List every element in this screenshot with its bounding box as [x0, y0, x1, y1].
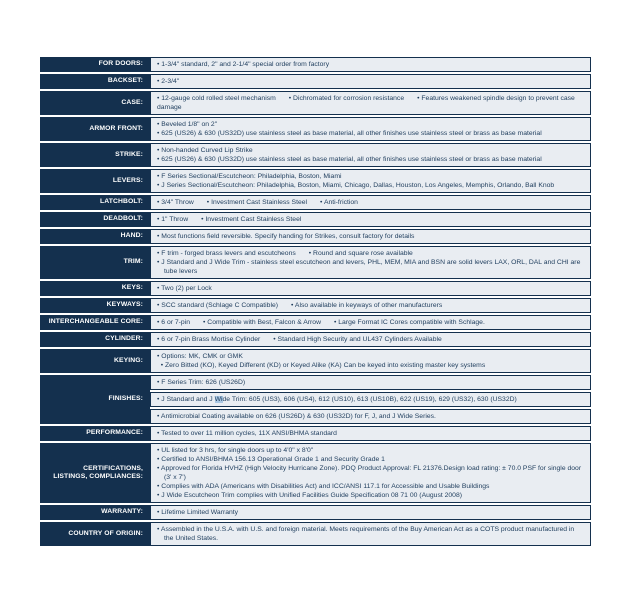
row-value-text: [157, 215, 584, 224]
bullet-item: • J Series Sectional/Escutcheon: Philadelphia, Boston, Miami, Chicago, Dallas, Houston, Los Angeles, Memphis, Orlando, Ball Knob: [157, 182, 555, 189]
row-label: FINISHES:: [40, 375, 150, 424]
row-value-text: [157, 284, 584, 293]
row-value-cell: [150, 74, 591, 89]
value-line: [157, 335, 584, 344]
row-label: CYLINDER:: [40, 332, 150, 347]
bullet-item: • Assembled in the U.S.A. with U.S. and foreign material. Meets requirements of the Buy American Act as a COTS product manufactured in the United States.: [157, 526, 575, 542]
value-line: [157, 412, 584, 421]
value-line: [157, 395, 584, 404]
spec-row: [40, 281, 591, 296]
row-value-column: [150, 212, 591, 227]
bullet-item: • 6 or 7-pin Brass Mortise Cylinder: [157, 336, 261, 343]
spec-row: [40, 522, 591, 546]
value-line: [157, 198, 584, 207]
bullet-item: • Dichromated for corrosion resistance: [288, 95, 405, 102]
spec-row: [40, 443, 591, 503]
bullet-item: • Options: MK, CMK or GMK: [157, 353, 243, 360]
row-label: HAND:: [40, 229, 150, 244]
spec-table: [40, 57, 591, 546]
spec-row: [40, 426, 591, 441]
spec-row: [40, 298, 591, 313]
row-value-column: [150, 426, 591, 441]
spec-row: [40, 349, 591, 373]
value-line: [157, 318, 584, 327]
row-value-text: [157, 446, 584, 500]
spec-row: [40, 375, 591, 424]
row-value-text: [157, 335, 584, 344]
row-value-cell: [150, 392, 591, 407]
value-line: [157, 482, 584, 491]
row-value-column: [150, 443, 591, 503]
spec-row: [40, 229, 591, 244]
value-line: [157, 129, 584, 138]
row-value-column: [150, 505, 591, 520]
row-value-text: [157, 198, 584, 207]
bullet-item: • 625 (US26) & 630 (US32D) use stainless steel as base material, all other finishes use stainless steel or brass as base material: [157, 156, 542, 163]
value-line: [157, 352, 584, 370]
row-label: ARMOR FRONT:: [40, 117, 150, 141]
row-value-column: [150, 246, 591, 279]
value-line: [157, 508, 584, 517]
row-value-text: [157, 60, 584, 69]
bullet-item: • J Standard and J Wide Trim - stainless steel escutcheon and levers, PHL, MEM, MIA and BSN are solid levers LAX, ORL, DAL and CHI are tube levers: [157, 259, 581, 275]
row-value-cell: [150, 195, 591, 210]
row-value-cell: [150, 212, 591, 227]
spec-row: [40, 117, 591, 141]
row-value-cell: [150, 281, 591, 296]
row-value-column: [150, 332, 591, 347]
row-value-cell: [150, 117, 591, 141]
spec-row: [40, 143, 591, 167]
spec-row: [40, 246, 591, 279]
row-value-cell: [150, 169, 591, 193]
row-value-cell: [150, 443, 591, 503]
row-value-text: [157, 508, 584, 517]
row-label: TRIM:: [40, 246, 150, 279]
bullet-item: • J Standard and J Wide Trim: 605 (US3), 606 (US4), 612 (US10), 613 (US10B), 622 (US19), 629 (US32), 630 (US32D): [157, 396, 517, 403]
row-value-cell: [150, 505, 591, 520]
row-value-column: [150, 143, 591, 167]
row-value-cell: [150, 143, 591, 167]
bullet-item: • Complies with ADA (Americans with Disabilities Act) and ICC/ANSI 117.1 for Accessible and Usable Buildings: [157, 483, 490, 490]
row-value-column: [150, 349, 591, 373]
bullet-item: • Round and square rose available: [308, 250, 413, 257]
row-value-column: [150, 281, 591, 296]
row-value-column: [150, 522, 591, 546]
bullet-item: • Zero Bitted (KO), Keyed Different (KD) or Keyed Alike (KA) Can be keyed into existing master key systems: [160, 362, 486, 369]
text-highlight: Wi: [214, 396, 223, 403]
row-value-cell: [150, 315, 591, 330]
spec-row: [40, 91, 591, 115]
row-value-cell: [150, 229, 591, 244]
value-line: [157, 94, 584, 112]
bullet-item: • F Series Sectional/Escutcheon: Philadelphia, Boston, Miami: [157, 173, 342, 180]
spec-row: [40, 332, 591, 347]
value-line: [157, 464, 584, 482]
bullet-item: • Features weakened spindle design to prevent case damage: [157, 95, 575, 111]
row-value-column: [150, 91, 591, 115]
row-value-column: [150, 375, 591, 424]
row-value-cell: [150, 349, 591, 373]
spec-row: [40, 169, 591, 193]
row-label: KEYING:: [40, 349, 150, 373]
value-line: [157, 232, 584, 241]
spec-row: [40, 315, 591, 330]
row-value-cell: [150, 91, 591, 115]
value-line: [157, 446, 584, 455]
value-line: [157, 301, 584, 310]
value-line: [157, 249, 584, 258]
spec-row: [40, 57, 591, 72]
row-value-text: [157, 378, 584, 387]
value-line: [157, 284, 584, 293]
spec-row: [40, 212, 591, 227]
bullet-item: • Tested to over 11 million cycles, 11X ANSI/BHMA standard: [157, 430, 337, 437]
value-line: [157, 77, 584, 86]
row-label: CERTIFICATIONS, LISTINGS, COMPLIANCES:: [40, 443, 150, 503]
row-label: KEYS:: [40, 281, 150, 296]
bullet-item: • Also available in keyways of other manufacturers: [291, 302, 443, 309]
row-value-text: [157, 301, 584, 310]
value-line: [157, 525, 584, 543]
bullet-item: • Beveled 1/8" on 2": [157, 121, 218, 128]
value-line: [157, 258, 584, 276]
row-value-cell: [150, 57, 591, 72]
row-label: LEVERS:: [40, 169, 150, 193]
spec-row: [40, 195, 591, 210]
bullet-item: • Anti-friction: [320, 199, 358, 206]
bullet-item: • Standard High Security and UL437 Cylinders Available: [273, 336, 442, 343]
bullet-item: • Investment Cast Stainless Steel: [206, 199, 308, 206]
row-value-text: [157, 172, 584, 190]
row-value-column: [150, 298, 591, 313]
bullet-item: • Approved for Florida HVHZ (High Velocity Hurricane Zone). PDQ Product Approval: FL 21376.Design load rating: ± 70.0 PSF for single door (3' x 7'): [157, 465, 582, 481]
row-value-text: [157, 146, 584, 164]
value-line: [157, 491, 584, 500]
value-line: [157, 120, 584, 129]
bullet-item: • Compatible with Best, Falcon & Arrow: [203, 319, 321, 326]
row-value-cell: [150, 426, 591, 441]
row-value-text: [157, 318, 584, 327]
row-value-text: [157, 395, 584, 404]
row-value-text: [157, 249, 584, 276]
row-value-cell: [150, 332, 591, 347]
row-value-text: [157, 120, 584, 138]
bullet-item: • F Series Trim: 626 (US26D): [157, 379, 246, 386]
row-value-cell: [150, 375, 591, 390]
value-line: [157, 455, 584, 464]
value-line: [157, 181, 584, 190]
bullet-item: • SCC standard (Schlage C Compatible): [157, 302, 279, 309]
spec-row: [40, 74, 591, 89]
bullet-item: • 2-3/4": [157, 78, 180, 85]
row-value-text: [157, 429, 584, 438]
row-value-column: [150, 169, 591, 193]
row-value-text: [157, 412, 584, 421]
spec-row: [40, 505, 591, 520]
row-value-column: [150, 74, 591, 89]
row-value-text: [157, 94, 584, 112]
row-label: PERFORMANCE:: [40, 426, 150, 441]
value-line: [157, 60, 584, 69]
row-value-column: [150, 117, 591, 141]
bullet-item: • Non-handed Curved Lip Strike: [157, 147, 253, 154]
row-value-column: [150, 229, 591, 244]
bullet-item: • 625 (US26) & 630 (US32D) use stainless steel as base material, all other finishes use stainless steel or brass as base material: [157, 130, 542, 137]
row-label: BACKSET:: [40, 74, 150, 89]
bullet-item: • F trim - forged brass levers and escutcheons: [157, 250, 296, 257]
row-label: DEADBOLT:: [40, 212, 150, 227]
value-line: [157, 429, 584, 438]
row-label: LATCHBOLT:: [40, 195, 150, 210]
bullet-item: • 6 or 7-pin: [157, 319, 190, 326]
bullet-item: • Two (2) per Lock: [157, 285, 212, 292]
row-value-text: [157, 352, 584, 370]
bullet-item: • Most functions field reversible. Specify handing for Strikes, consult factory for details: [157, 233, 415, 240]
row-value-column: [150, 57, 591, 72]
value-line: [157, 146, 584, 155]
row-value-column: [150, 195, 591, 210]
row-value-text: [157, 525, 584, 543]
row-value-column: [150, 315, 591, 330]
row-value-cell: [150, 409, 591, 424]
row-label: FOR DOORS:: [40, 57, 150, 72]
row-label: KEYWAYS:: [40, 298, 150, 313]
bullet-item: • Investment Cast Stainless Steel: [201, 216, 302, 223]
row-value-cell: [150, 522, 591, 546]
row-value-cell: [150, 298, 591, 313]
row-label: COUNTRY OF ORIGIN:: [40, 522, 150, 546]
value-line: [157, 155, 584, 164]
value-line: [157, 172, 584, 181]
bullet-item: • 12-gauge cold rolled steel mechanism: [157, 95, 276, 102]
bullet-item: • Certified to ANSI/BHMA 156.13 Operational Grade 1 and Security Grade 1: [157, 456, 385, 463]
bullet-item: • J Wide Escutcheon Trim complies with Unified Facilities Guide Specification 08 71 00 (August 2008): [157, 492, 462, 499]
bullet-item: • 3/4" Throw: [157, 199, 194, 206]
bullet-item: • 1-3/4" standard, 2" and 2-1/4" special order from factory: [157, 61, 330, 68]
row-value-cell: [150, 246, 591, 279]
value-line: [157, 215, 584, 224]
bullet-item: • Antimicrobial Coating available on 626 (US26D) & 630 (US32D) for F, J, and J Wide Series.: [157, 413, 436, 420]
row-label: WARRANTY:: [40, 505, 150, 520]
row-label: STRIKE:: [40, 143, 150, 167]
bullet-item: • 1" Throw: [157, 216, 189, 223]
bullet-item: • Large Format IC Cores compatible with Schlage.: [334, 319, 485, 326]
row-label: CASE:: [40, 91, 150, 115]
bullet-item: • Lifetime Limited Warranty: [157, 509, 239, 516]
bullet-item: • UL listed for 3 hrs, for single doors up to 4'0" x 8'0": [157, 447, 314, 454]
row-label: INTERCHANGEABLE CORE:: [40, 315, 150, 330]
row-value-text: [157, 77, 584, 86]
value-line: [157, 378, 584, 387]
row-value-text: [157, 232, 584, 241]
